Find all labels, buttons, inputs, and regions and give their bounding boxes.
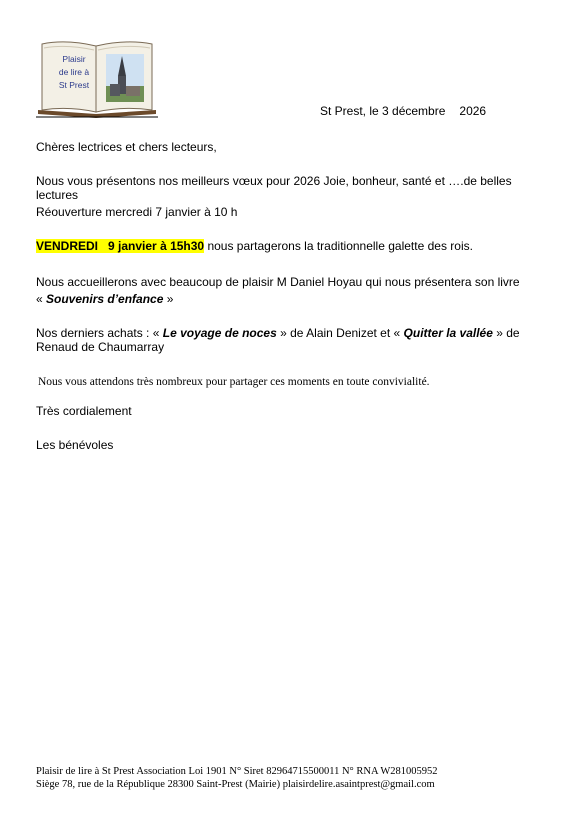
signature-line: Les bénévoles: [36, 438, 114, 452]
reopening-line: Réouverture mercredi 7 janvier à 10 h: [36, 205, 238, 219]
close-quote: »: [163, 292, 174, 306]
purchases-line-1: [36, 326, 520, 340]
wishes-paragraph: Nous vous présentons nos meilleurs vœux pour 2026 Joie, bonheur, santé et ….de belles lectures: [36, 174, 512, 202]
salutation: Chères lectrices et chers lecteurs,: [36, 140, 217, 154]
date-year: 2026: [459, 104, 487, 118]
purchases-line-2: Renaud de Chaumarray: [36, 340, 165, 354]
footer-line-1: Plaisir de lire à St Prest Association Loi 1901 N° Siret 82964715500011 N° RNA W281005952: [36, 766, 438, 777]
closing-line: Très cordialement: [36, 404, 132, 418]
event-date-time: 9 janvier à 15h30: [108, 239, 205, 253]
logo-line-3: St Prest: [58, 80, 90, 90]
purchases-author-1: » de Alain Denizet et «: [276, 326, 404, 340]
invitation-line: Nous vous attendons très nombreux pour partager ces moments en toute convivialité.: [38, 376, 430, 388]
book-title-souvenirs: Souvenirs d’enfance: [46, 292, 164, 306]
logo-line-1: Plaisir: [62, 54, 86, 64]
author-visit-intro: Nous accueillerons avec beaucoup de plaisir M Daniel Hoyau qui nous présentera son livre: [36, 275, 520, 289]
date-place: St Prest, le 3 décembre: [320, 104, 446, 118]
event-description: nous partagerons la traditionnelle galette des rois.: [204, 239, 473, 253]
date-line: [320, 104, 486, 118]
book-title-quitter: Quitter la vallée: [403, 326, 493, 340]
logo: [36, 40, 158, 118]
event-line: [36, 239, 473, 253]
open-quote: «: [36, 292, 47, 306]
event-day: VENDREDI: [36, 239, 99, 253]
purchases-author-2: » de: [492, 326, 520, 340]
purchases-intro: Nos derniers achats : «: [36, 326, 163, 340]
author-visit-book-line: [36, 292, 173, 306]
logo-text: [50, 53, 98, 92]
logo-line-2: de lire à: [58, 67, 90, 77]
book-title-voyage: Le voyage de noces: [162, 326, 277, 340]
footer-line-2: Siège 78, rue de la République 28300 Saint-Prest (Mairie) plaisirdelire.asaintprest@gmail.com: [36, 779, 435, 790]
